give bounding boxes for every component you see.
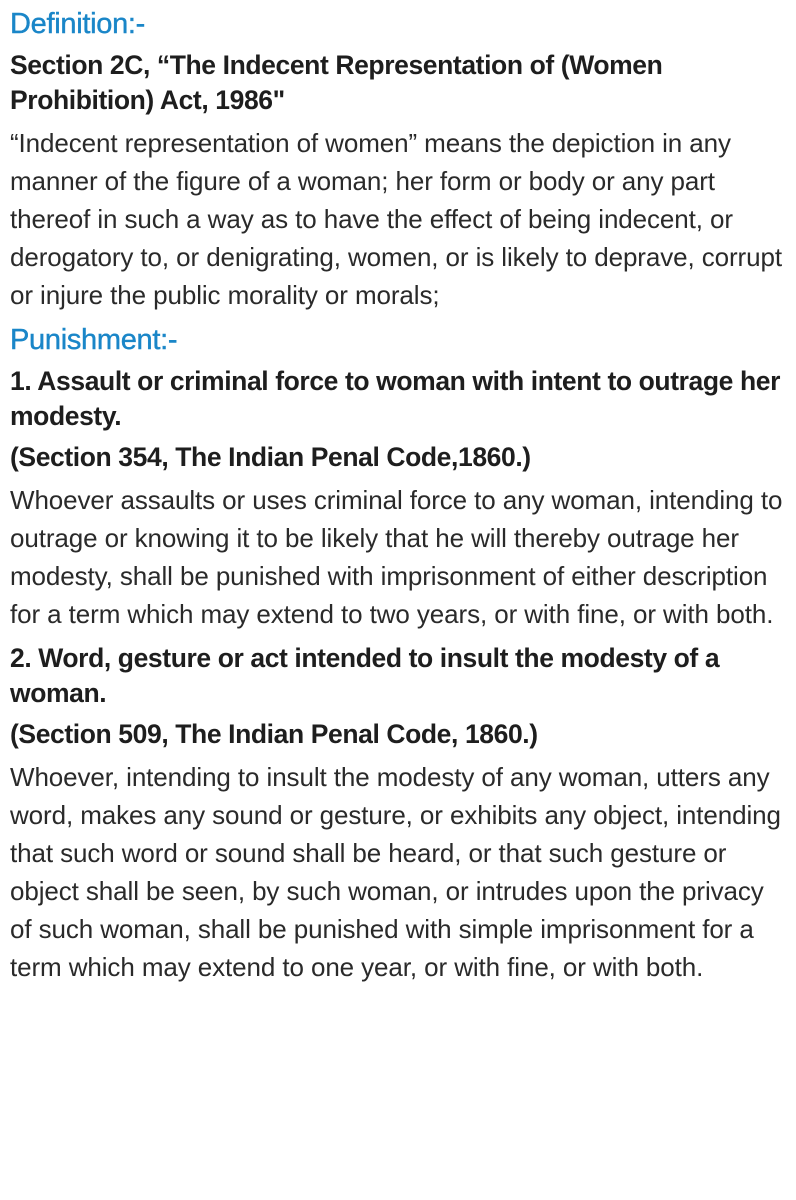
punishment-item-1-source: (Section 354, The Indian Penal Code,1860.) <box>10 442 531 472</box>
definition-heading: Definition:- <box>10 8 146 40</box>
definition-source-line2: Prohibition) Act, 1986" <box>10 85 285 115</box>
punishment-item-2-title: 2. Word, gesture or act intended to insult the modesty of a woman. <box>10 643 720 708</box>
definition-text: “Indecent representation of women” means the depiction in any manner of the figure of a woman; her form or body or any part thereof in such a way as to have the effect of being indecent, or derogatory to, or denigrating, women, or is likely to deprave, corrupt or injure the public morality or morals; <box>10 128 782 310</box>
punishment-item-1-title: 1. Assault or criminal force to woman with intent to outrage her modesty. <box>10 366 780 431</box>
punishment-item-2-text: Whoever, intending to insult the modesty of any woman, utters any word, makes any sound or gesture, or exhibits any object, intending that such word or sound shall be heard, or that such gesture or object shall be seen, by such woman, or intrudes upon the privacy of such woman, shall be punished with simple imprisonment for a term which may extend to one year, or with fine, or with both. <box>10 762 781 982</box>
punishment-item-2-source: (Section 509, The Indian Penal Code, 1860.) <box>10 719 538 749</box>
punishment-item-1-text: Whoever assaults or uses criminal force to any woman, intending to outrage or knowing it to be likely that he will thereby outrage her modesty, shall be punished with imprisonment of either description for a term which may extend to two years, or with fine, or with both. <box>10 485 783 629</box>
definition-source <box>10 48 786 118</box>
punishment-heading: Punishment:- <box>10 324 178 356</box>
definition-source-line1: Section 2C, “The Indecent Representation of (Women <box>10 50 663 80</box>
